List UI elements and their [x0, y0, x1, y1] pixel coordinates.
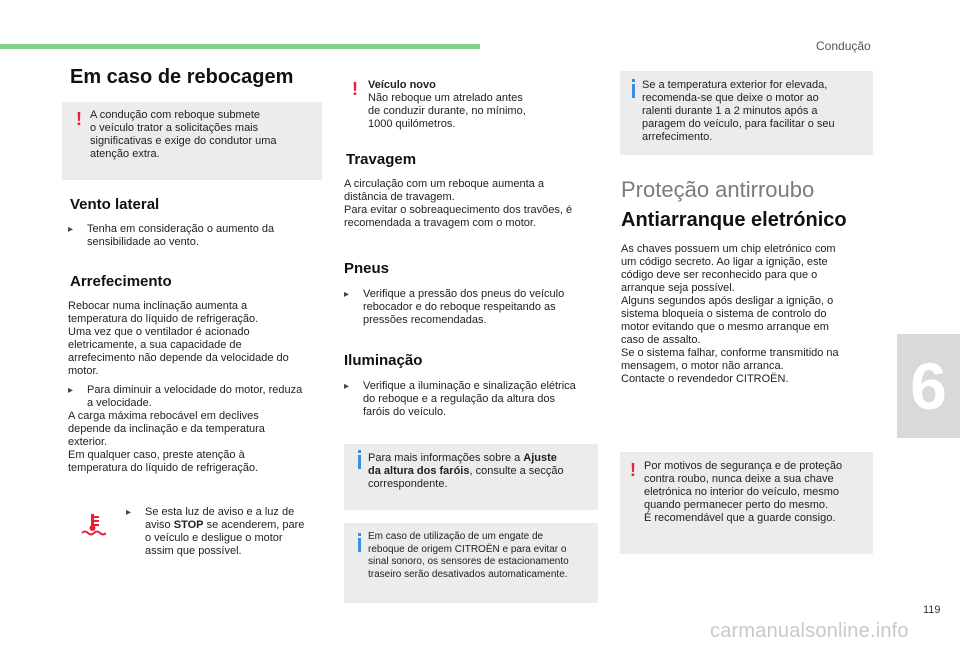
- bullet-warning-lamp: ▸ Se esta luz de aviso e a luz de aviso STOP se acenderem, pare o veículo e desligue o motor assim que possível.: [126, 506, 305, 557]
- bullet-pneus: ▸ Verifique a pressão dos pneus do veículo rebocador e do reboque respeitando as pressões recomendadas.: [344, 288, 565, 326]
- info-text: Em caso de utilização de um engate de reboque de origem CITROËN e para evitar o sinal sonoro, os sensores de estacionamento traseiro serão desativados automaticamente.: [368, 531, 569, 580]
- top-accent-bar: [0, 44, 480, 49]
- info-box-headlights: [344, 444, 598, 510]
- bullet-arrefecimento: ▸ Para diminuir a velocidade do motor, reduza a velocidade.: [68, 384, 303, 409]
- bullet-vento: ▸ Tenha em consideração o aumento da sensibilidade ao vento.: [68, 223, 275, 248]
- exclamation-icon: !: [76, 109, 82, 129]
- bullet-iluminacao: ▸ Verifique a iluminação e sinalização elétrica do reboque e a regulação da altura dos faróis do veículo.: [344, 380, 576, 418]
- header-chapter-title: Condução: [816, 39, 871, 53]
- info-icon: [358, 455, 361, 469]
- warning-box-key: [620, 452, 873, 554]
- info-box-temperature: [620, 71, 873, 155]
- warning-text: Veículo novo Não reboque um atrelado antes de conduzir durante, no mínimo, 1000 quilómetros.: [368, 79, 526, 130]
- heading-iluminacao: Iluminação: [344, 352, 423, 369]
- warning-text: Por motivos de segurança e de proteção contra roubo, nunca deixe a sua chave eletrónica no interior do veículo, mesmo quando permanecer perto do mesmo. É recomendável que a guarde consigo.: [644, 460, 843, 524]
- warning-text: A condução com reboque submete o veículo trator a solicitações mais significativas e exige do condutor uma atenção extra.: [90, 109, 277, 160]
- section-title-antirroubo: Proteção antirroubo: [621, 177, 815, 202]
- warning-box-new-vehicle: [346, 71, 598, 143]
- bullet-arrow-icon: ▸: [68, 224, 74, 235]
- heading-travagem: Travagem: [346, 151, 417, 168]
- arrefecimento-text: Rebocar numa inclinação aumenta a temperatura do líquido de refrigeração. Uma vez que o ventilador é acionado eletricamente, a sua capacidade de arrefecimento não depende da velocidade do motor.: [68, 300, 289, 377]
- watermark: carmanualsonline.info: [710, 620, 909, 642]
- page-title: Em caso de rebocagem: [70, 66, 294, 88]
- info-icon: [358, 538, 361, 552]
- exclamation-icon: !: [630, 460, 636, 480]
- warning-box-towing: [62, 102, 322, 180]
- antiarranque-text: As chaves possuem um chip eletrónico com um código secreto. Ao ligar a ignição, este código deve ser reconhecido para que o arranque seja possível. Alguns segundos após desligar a ignição, o sistema bloqueia o sistema de controlo do motor evitando que o mesmo arranque em caso de assalto. Se o sistema falhar, conforme transmitido na mensagem, o motor não arranca. Contacte o revendedor CITROËN.: [621, 243, 839, 385]
- exclamation-icon: !: [352, 79, 358, 99]
- info-text: Para mais informações sobre a Ajuste da altura dos faróis, consulte a secção correspondente.: [368, 452, 564, 490]
- travagem-text: A circulação com um reboque aumenta a distância de travagem. Para evitar o sobreaquecimento dos travões, é recomendada a travagem com o motor.: [344, 178, 573, 229]
- heading-arrefecimento: Arrefecimento: [70, 273, 172, 290]
- arrefecimento-text-2: A carga máxima rebocável em declives depende da inclinação e da temperatura exterior. Em qualquer caso, preste atenção à temperatura do líquido de refrigeração.: [68, 410, 265, 474]
- bullet-arrow-icon: ▸: [68, 385, 74, 396]
- info-box-parking-sensors: [344, 523, 598, 603]
- bullet-arrow-icon: ▸: [344, 289, 350, 300]
- chapter-number: 6: [910, 349, 947, 423]
- bullet-arrow-icon: ▸: [344, 381, 350, 392]
- coolant-temperature-warning-icon: [80, 512, 106, 538]
- info-text: Se a temperatura exterior for elevada, recomenda-se que deixe o motor ao ralenti durante 1 a 2 minutos após a paragem do veículo, para facilitar o seu arrefecimento.: [642, 79, 835, 143]
- bullet-arrow-icon: ▸: [126, 507, 132, 518]
- page-number: 119: [923, 604, 941, 616]
- heading-antiarranque: Antiarranque eletrónico: [621, 209, 847, 231]
- heading-pneus: Pneus: [344, 260, 390, 277]
- info-icon: [632, 84, 635, 98]
- heading-vento-lateral: Vento lateral: [70, 196, 160, 213]
